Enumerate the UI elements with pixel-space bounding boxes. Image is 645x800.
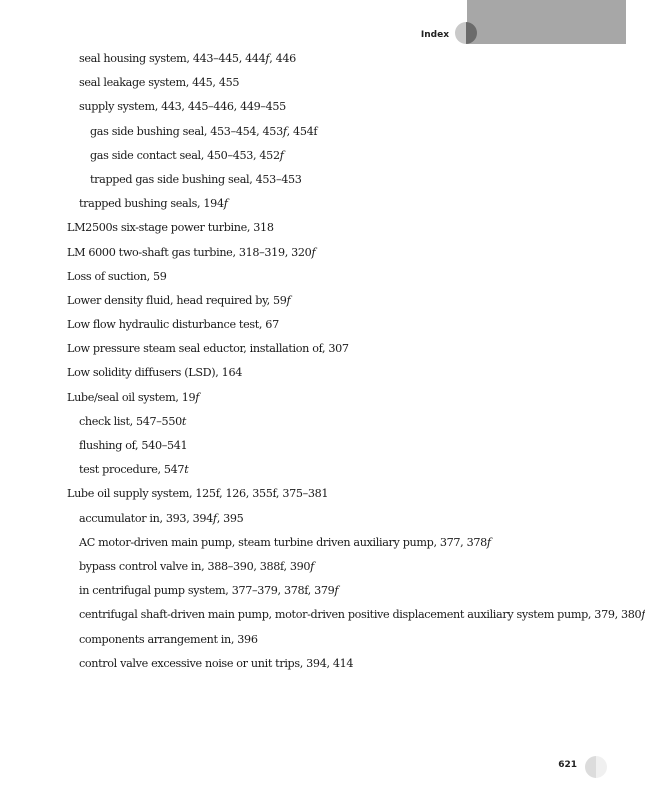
running-header: Index — [420, 30, 449, 40]
index-entry: Low flow hydraulic disturbance test, 67 — [67, 318, 279, 332]
index-entry: AC motor-driven main pump, steam turbine driven auxiliary pump, 377, 378f — [79, 535, 491, 549]
index-entry: Loss of suction, 59 — [67, 269, 167, 283]
index-entry: seal housing system, 443–445, 444f, 446 — [79, 52, 296, 65]
index-entry: components arrangement in, 396 — [79, 632, 258, 646]
header-tab — [467, 0, 626, 44]
index-entry: supply system, 443, 445–446, 449–455 — [79, 100, 286, 114]
index-entry: check list, 547–550t — [79, 414, 187, 428]
index-entry: accumulator in, 393, 394f, 395 — [79, 511, 244, 525]
index-entry: test procedure, 547t — [79, 463, 189, 477]
index-entry: flushing of, 540–541 — [79, 439, 188, 452]
footer-thumb-circle — [585, 756, 607, 778]
index-entry: Lube/seal oil system, 19f — [67, 390, 200, 404]
page-number: 621 — [558, 760, 577, 770]
header-thumb-circle — [455, 22, 477, 44]
index-entry-list — [0, 47, 645, 676]
index-entry: in centrifugal pump system, 377–379, 378f, 379f — [79, 584, 339, 598]
index-entry: Low pressure steam seal eductor, installation of, 307 — [67, 342, 349, 356]
index-entry: gas side bushing seal, 453–454, 453f, 454f — [90, 124, 318, 138]
index-entry: Lube oil supply system, 125f, 126, 355f, 375–381 — [67, 487, 329, 501]
index-entry: Low solidity diffusers (LSD), 164 — [67, 366, 242, 380]
index-entry: trapped gas side bushing seal, 453–453 — [90, 172, 302, 186]
index-entry: LM 6000 two-shaft gas turbine, 318–319, 320f — [67, 245, 316, 259]
index-entry: centrifugal shaft-driven main pump, motor-driven positive displacement auxiliary system pump, 379, 380f — [79, 608, 645, 622]
index-entry: gas side contact seal, 450–453, 452f — [90, 148, 284, 162]
index-entry: seal leakage system, 445, 455 — [79, 76, 240, 90]
index-entry: LM2500s six-stage power turbine, 318 — [67, 221, 274, 235]
index-entry: control valve excessive noise or unit trips, 394, 414 — [79, 656, 354, 670]
index-entry: trapped bushing seals, 194f — [79, 197, 228, 211]
index-entry: bypass control valve in, 388–390, 388f, 390f — [79, 559, 314, 573]
index-entry: Lower density fluid, head required by, 59f — [67, 293, 291, 307]
